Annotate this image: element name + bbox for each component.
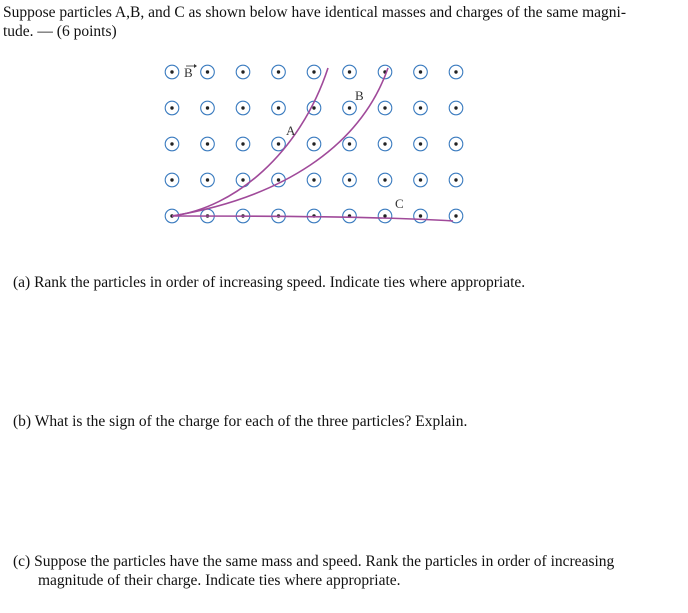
field-out-of-page-icon xyxy=(272,101,286,115)
magnetic-field-figure xyxy=(150,58,480,238)
question-c-line-1 xyxy=(13,552,653,571)
vector-arrowhead-icon xyxy=(194,64,197,68)
question-c-line-2 xyxy=(13,571,653,590)
field-out-of-page-icon xyxy=(201,101,215,115)
field-out-of-page-icon xyxy=(343,209,357,223)
field-out-of-page-icon xyxy=(343,101,357,115)
field-out-of-page-icon xyxy=(236,101,250,115)
field-out-of-page-icon xyxy=(343,65,357,79)
field-out-of-page-icon xyxy=(449,173,463,187)
particle-label-a: A xyxy=(286,123,296,138)
particle-label-c: C xyxy=(395,196,404,211)
field-out-of-page-icon xyxy=(165,173,179,187)
field-out-of-page-icon xyxy=(378,209,392,223)
field-out-of-page-icon xyxy=(201,137,215,151)
field-out-of-page-icon xyxy=(165,137,179,151)
field-out-of-page-icon xyxy=(201,173,215,187)
field-out-of-page-icon xyxy=(307,173,321,187)
field-out-of-page-icon xyxy=(414,101,428,115)
field-out-of-page-icon xyxy=(449,101,463,115)
field-out-of-page-icon xyxy=(343,173,357,187)
field-out-of-page-icon xyxy=(272,65,286,79)
field-dots xyxy=(165,65,463,223)
field-out-of-page-icon xyxy=(378,101,392,115)
question-a-text: Rank the particles in order of increasing speed. Indicate ties where appropriate. xyxy=(34,274,526,291)
field-out-of-page-icon xyxy=(414,173,428,187)
question-b-text: What is the sign of the charge for each of the three particles? Explain. xyxy=(34,413,468,430)
field-out-of-page-icon xyxy=(449,65,463,79)
question-c-text-2: magnitude of their charge. Indicate ties where appropriate. xyxy=(38,572,401,589)
field-out-of-page-icon xyxy=(378,137,392,151)
field-out-of-page-icon xyxy=(165,101,179,115)
question-c-prefix: (c) xyxy=(13,553,31,570)
field-out-of-page-icon xyxy=(236,173,250,187)
field-out-of-page-icon xyxy=(414,65,428,79)
intro-line-1: Suppose particles A,B, and C as shown below have identical masses and charges of the same magni- xyxy=(3,4,627,21)
question-b xyxy=(13,412,653,431)
field-out-of-page-icon xyxy=(236,137,250,151)
particle-label-b: B xyxy=(355,88,364,103)
question-b-prefix: (b) xyxy=(13,413,32,430)
field-out-of-page-icon xyxy=(165,65,179,79)
field-out-of-page-icon xyxy=(414,209,428,223)
question-a xyxy=(13,273,653,292)
field-out-of-page-icon xyxy=(343,137,357,151)
field-out-of-page-icon xyxy=(236,65,250,79)
question-c xyxy=(13,552,653,590)
field-out-of-page-icon xyxy=(414,137,428,151)
field-out-of-page-icon xyxy=(449,137,463,151)
field-out-of-page-icon xyxy=(307,65,321,79)
problem-intro xyxy=(3,3,663,41)
field-out-of-page-icon xyxy=(378,173,392,187)
field-out-of-page-icon xyxy=(307,137,321,151)
question-a-prefix: (a) xyxy=(13,274,31,291)
intro-line-2: tude. — (6 points) xyxy=(3,23,117,40)
question-c-text-1: Suppose the particles have the same mass and speed. Rank the particles in order of increasing xyxy=(34,553,615,570)
field-symbol-label: B xyxy=(184,65,193,80)
field-out-of-page-icon xyxy=(201,65,215,79)
figure-canvas xyxy=(150,58,480,238)
